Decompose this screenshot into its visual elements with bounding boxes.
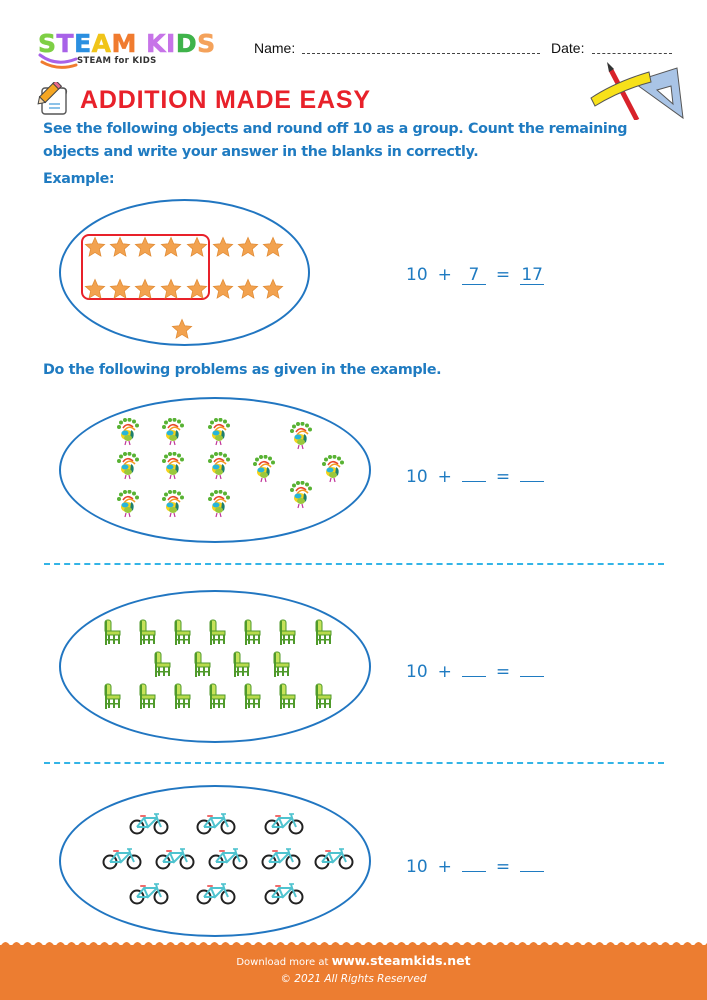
peacock-icon	[160, 418, 186, 450]
star-icon	[134, 278, 156, 304]
eq-plus: +	[437, 265, 452, 285]
footer-download-prefix: Download more at	[236, 957, 329, 968]
logo-letter: K	[146, 29, 166, 58]
footer-website-link[interactable]: www.steamkids.net	[331, 953, 471, 968]
chair-icon	[138, 683, 156, 713]
chair-icon	[153, 651, 171, 681]
instructions-line-2: objects and write your answer in the blanks in correctly.	[43, 144, 479, 160]
eq-result: 17	[521, 265, 543, 285]
footer	[0, 945, 707, 1000]
problem-2-result-blank[interactable]	[520, 657, 544, 677]
star-icon	[171, 318, 193, 344]
star-icon	[84, 236, 106, 262]
peacock-icon	[160, 490, 186, 522]
name-label: Name:	[254, 40, 296, 56]
bicycle-icon	[264, 813, 304, 839]
name-field[interactable]	[302, 53, 540, 54]
problems-heading: Do the following problems as given in the example.	[43, 362, 442, 378]
eq-first-addend: 10	[406, 662, 428, 682]
logo-letter: D	[175, 29, 198, 58]
chair-icon	[243, 683, 261, 713]
peacock-icon	[320, 455, 346, 487]
star-icon	[262, 236, 284, 262]
star-icon	[84, 278, 106, 304]
instructions-line-1: See the following objects and round off 10 as a group. Count the remaining	[43, 121, 628, 137]
example-equation	[406, 265, 544, 285]
chair-icon	[173, 683, 191, 713]
peacock-icon	[115, 490, 141, 522]
chair-icon	[232, 651, 250, 681]
eq-equals: =	[495, 265, 511, 285]
chair-icon	[278, 683, 296, 713]
logo-tagline: STEAM for KIDS	[77, 56, 157, 66]
peacock-icon	[288, 481, 314, 513]
bicycle-icon	[196, 883, 236, 909]
peacock-icon	[206, 452, 232, 484]
chair-icon	[208, 619, 226, 649]
chair-icon	[272, 651, 290, 681]
footer-copyright: © 2021 All Rights Reserved	[280, 973, 427, 985]
bicycle-icon	[261, 848, 301, 874]
peacock-icon	[115, 418, 141, 450]
peacock-icon	[206, 418, 232, 450]
logo-swoosh-icon	[38, 53, 78, 71]
date-label: Date:	[551, 40, 585, 56]
footer-download-line	[0, 953, 707, 968]
chair-icon	[193, 651, 211, 681]
problem-2-second-addend-blank[interactable]	[462, 657, 486, 677]
star-icon	[237, 278, 259, 304]
pencil-paper-icon	[36, 82, 70, 116]
chair-icon	[103, 619, 121, 649]
logo-letter: S	[197, 29, 216, 58]
bicycle-icon	[208, 848, 248, 874]
star-icon	[212, 278, 234, 304]
star-icon	[160, 278, 182, 304]
steam-kids-logo	[38, 31, 238, 71]
bicycle-icon	[129, 883, 169, 909]
eq-plus: +	[437, 467, 452, 487]
bicycle-icon	[264, 883, 304, 909]
eq-first-addend: 10	[406, 467, 428, 487]
eq-plus: +	[437, 857, 452, 877]
star-icon	[237, 236, 259, 262]
problem-1-second-addend-blank[interactable]	[462, 462, 486, 482]
logo-letter: E	[74, 29, 92, 58]
chair-icon	[173, 619, 191, 649]
logo-letter: A	[91, 29, 112, 58]
problem-3-equation	[406, 852, 544, 877]
chair-icon	[314, 683, 332, 713]
eq-first-addend: 10	[406, 857, 428, 877]
chair-icon	[208, 683, 226, 713]
example-label: Example:	[43, 171, 115, 187]
logo-letter: S	[38, 29, 57, 58]
star-icon	[109, 278, 131, 304]
peacock-icon	[160, 452, 186, 484]
bicycle-icon	[155, 848, 195, 874]
star-icon	[212, 236, 234, 262]
date-field[interactable]	[592, 53, 672, 54]
footer-scallop-border	[0, 939, 707, 947]
logo-letter	[137, 29, 146, 58]
star-icon	[160, 236, 182, 262]
star-icon	[186, 278, 208, 304]
problem-3-second-addend-blank[interactable]	[462, 852, 486, 872]
ruler-pencil-set-square-icon	[585, 60, 685, 120]
bicycle-icon	[129, 813, 169, 839]
eq-equals: =	[495, 467, 511, 487]
problem-1-result-blank[interactable]	[520, 462, 544, 482]
peacock-icon	[288, 422, 314, 454]
chair-icon	[243, 619, 261, 649]
section-divider	[44, 563, 664, 565]
problem-2-ellipse	[59, 590, 371, 743]
problem-1-equation	[406, 462, 544, 487]
logo-letter: M	[111, 29, 137, 58]
eq-plus: +	[437, 662, 452, 682]
star-icon	[134, 236, 156, 262]
peacock-icon	[115, 452, 141, 484]
worksheet-title: ADDITION MADE EASY	[80, 86, 371, 114]
bicycle-icon	[102, 848, 142, 874]
chair-icon	[103, 683, 121, 713]
eq-equals: =	[495, 857, 511, 877]
eq-first-addend: 10	[406, 265, 428, 285]
chair-icon	[138, 619, 156, 649]
problem-3-result-blank[interactable]	[520, 852, 544, 872]
peacock-icon	[251, 455, 277, 487]
bicycle-icon	[196, 813, 236, 839]
peacock-icon	[206, 490, 232, 522]
logo-letter: T	[56, 29, 75, 58]
logo-letter: I	[166, 29, 176, 58]
chair-icon	[314, 619, 332, 649]
bicycle-icon	[314, 848, 354, 874]
chair-icon	[278, 619, 296, 649]
star-icon	[186, 236, 208, 262]
problem-2-equation	[406, 657, 544, 682]
star-icon	[262, 278, 284, 304]
star-icon	[109, 236, 131, 262]
eq-second-addend: 7	[462, 265, 486, 285]
section-divider	[44, 762, 664, 764]
eq-equals: =	[495, 662, 511, 682]
